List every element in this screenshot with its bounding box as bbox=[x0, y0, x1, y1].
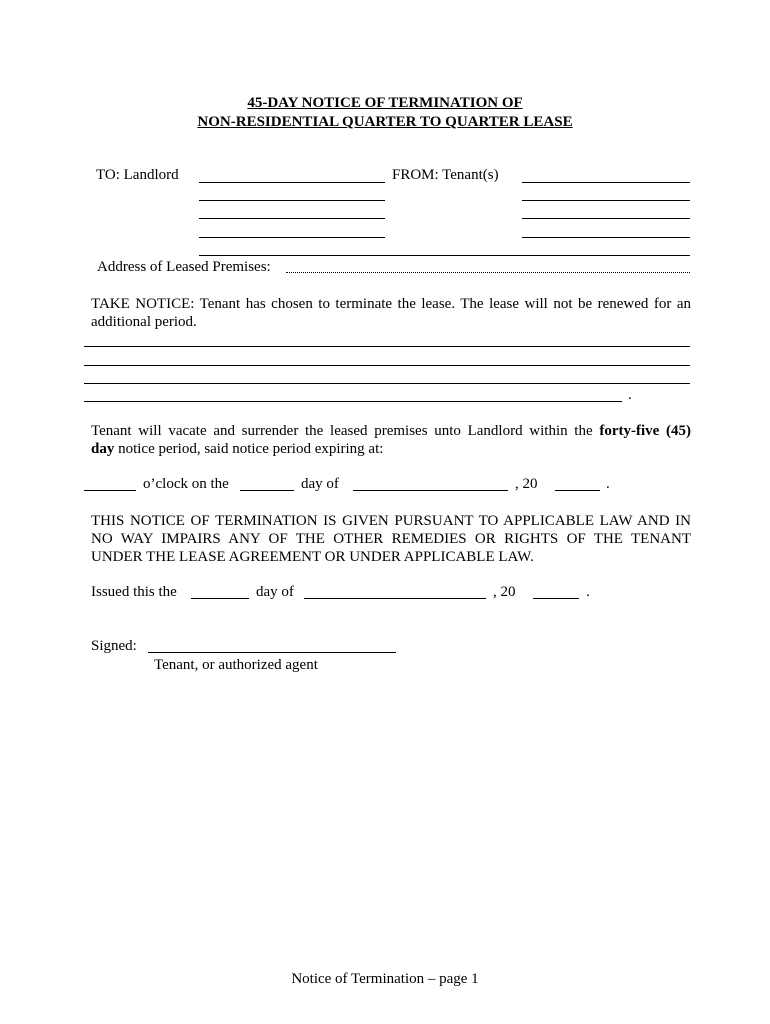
take-notice-line-2: additional period. bbox=[91, 314, 197, 330]
expire-dot: . bbox=[606, 476, 610, 492]
oclock-label: o’clock on the bbox=[143, 476, 229, 492]
issued-dot: . bbox=[586, 584, 590, 600]
vacate-line-1-text: Tenant will vacate and surrender the leased premises unto Landlord within the bbox=[91, 423, 600, 439]
signed-label: Signed: bbox=[91, 638, 137, 654]
landlord-name-line[interactable] bbox=[199, 182, 385, 183]
reason-period: . bbox=[628, 387, 632, 403]
reason-line-2[interactable] bbox=[84, 365, 690, 366]
reason-line-4[interactable] bbox=[84, 401, 622, 402]
vacate-line-1 bbox=[91, 422, 691, 440]
tenant-address-line-1[interactable] bbox=[522, 200, 690, 201]
landlord-address-line-3[interactable] bbox=[199, 237, 385, 238]
expire-month-line[interactable] bbox=[353, 490, 508, 491]
document-title-line-2: NON-RESIDENTIAL QUARTER TO QUARTER LEASE bbox=[197, 114, 573, 130]
landlord-address-line-2[interactable] bbox=[199, 218, 385, 219]
landlord-address-line-1[interactable] bbox=[199, 200, 385, 201]
expire-day-line[interactable] bbox=[240, 490, 294, 491]
take-notice-line-1: TAKE NOTICE: Tenant has chosen to terminate the lease. The lease will not be renewed for an bbox=[91, 296, 691, 312]
from-tenant-label: FROM: Tenant(s) bbox=[392, 167, 499, 183]
issued-year-prefix: , 20 bbox=[493, 584, 516, 600]
expire-day-of-label: day of bbox=[301, 476, 339, 492]
vacate-line-2 bbox=[91, 440, 383, 458]
legal-line-2: NO WAY IMPAIRS ANY OF THE OTHER REMEDIES OR RIGHTS OF THE TENANT bbox=[91, 531, 691, 547]
issued-label: Issued this the bbox=[91, 584, 177, 600]
legal-line-3: UNDER THE LEASE AGREEMENT OR UNDER APPLICABLE LAW. bbox=[91, 549, 534, 565]
issued-day-line[interactable] bbox=[191, 598, 249, 599]
tenant-address-line-3[interactable] bbox=[522, 237, 690, 238]
issued-month-line[interactable] bbox=[304, 598, 486, 599]
issued-day-of-label: day of bbox=[256, 584, 294, 600]
page-footer: Notice of Termination – page 1 bbox=[291, 971, 479, 987]
vacate-forty-five: forty-five (45) bbox=[599, 423, 691, 439]
vacate-line-2-text: notice period, said notice period expiring at: bbox=[114, 441, 384, 457]
address-separator-line bbox=[199, 255, 690, 256]
vacate-day-bold: day bbox=[91, 441, 115, 457]
to-landlord-label: TO: Landlord bbox=[96, 167, 179, 183]
reason-line-1[interactable] bbox=[84, 346, 690, 347]
expire-hour-line[interactable] bbox=[84, 490, 136, 491]
legal-line-1: THIS NOTICE OF TERMINATION IS GIVEN PURSUANT TO APPLICABLE LAW AND IN bbox=[91, 513, 691, 529]
signature-line[interactable] bbox=[148, 652, 396, 653]
signature-caption: Tenant, or authorized agent bbox=[154, 657, 318, 673]
expire-year-prefix: , 20 bbox=[515, 476, 538, 492]
tenant-name-line[interactable] bbox=[522, 182, 690, 183]
address-premises-line[interactable] bbox=[286, 272, 690, 273]
expire-year-line[interactable] bbox=[555, 490, 600, 491]
reason-line-3[interactable] bbox=[84, 383, 690, 384]
document-title-line-1: 45-DAY NOTICE OF TERMINATION OF bbox=[247, 95, 523, 111]
address-premises-label: Address of Leased Premises: bbox=[97, 259, 271, 275]
issued-year-line[interactable] bbox=[533, 598, 579, 599]
tenant-address-line-2[interactable] bbox=[522, 218, 690, 219]
